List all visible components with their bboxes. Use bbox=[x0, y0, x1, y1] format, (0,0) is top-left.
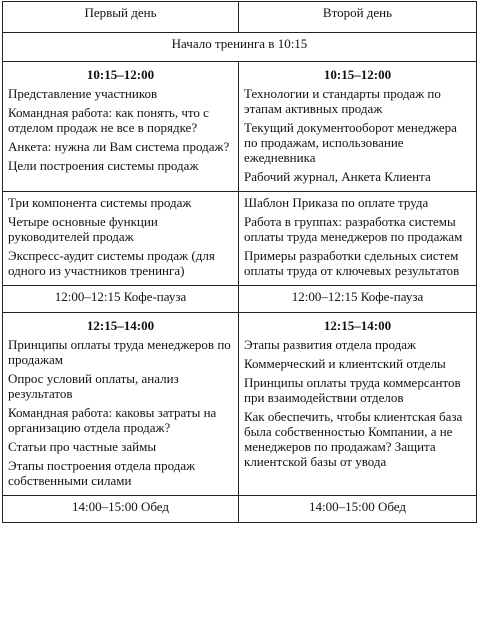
list-item: Представление участников bbox=[8, 86, 158, 101]
header-row bbox=[3, 2, 477, 33]
block3-day2-time: 12:15–14:00 bbox=[323, 318, 392, 333]
list-item: Анкета: нужна ли Вам система продаж? bbox=[8, 139, 230, 154]
list-item: Работа в группах: разработка системы оплаты труда менеджеров по продажам bbox=[244, 214, 463, 244]
block2-day2-cell bbox=[239, 192, 477, 286]
lunch-day2: 14:00–15:00 Обед bbox=[239, 496, 477, 523]
list-item: Цели построения системы продаж bbox=[8, 158, 199, 173]
list-item: Четыре основные функции руководителей продаж bbox=[8, 214, 158, 244]
block3-day1-cell bbox=[3, 313, 239, 496]
list-item: Принципы оплаты труда менеджеров по продажам bbox=[8, 337, 231, 367]
block1-day2-cell bbox=[239, 62, 477, 192]
list-item: Статьи про частные займы bbox=[8, 439, 157, 454]
lunch-day1: 14:00–15:00 Обед bbox=[3, 496, 239, 523]
block3-row bbox=[3, 313, 477, 496]
list-item: Командная работа: каковы затраты на организацию отдела продаж? bbox=[8, 405, 217, 435]
list-item: Опрос условий оплаты, анализ результатов bbox=[8, 371, 179, 401]
list-item: Примеры разработки сдельных систем оплаты труда от ключевых результатов bbox=[244, 248, 460, 278]
list-item: Как обеспечить, чтобы клиентская база была собственностью Компании, а не менеджеров по продажам? Защита клиентской базы от увода bbox=[244, 409, 463, 469]
coffee-break-row bbox=[3, 286, 477, 313]
list-item: Рабочий журнал, Анкета Клиента bbox=[244, 169, 431, 184]
block3-day2-cell bbox=[239, 313, 477, 496]
block1-day1-time: 10:15–12:00 bbox=[86, 67, 155, 82]
list-item: Текущий документооборот менеджера по продажам, использование ежедневника bbox=[244, 120, 457, 165]
block2-day1-cell bbox=[3, 192, 239, 286]
list-item: Шаблон Приказа по оплате труда bbox=[244, 195, 429, 210]
coffee-break-day1: 12:00–12:15 Кофе-пауза bbox=[3, 286, 239, 313]
list-item: Технологии и стандарты продаж по этапам активных продаж bbox=[244, 86, 441, 116]
list-item: Экспресс-аудит системы продаж (для одного из участников тренинга) bbox=[8, 248, 215, 278]
start-banner-row bbox=[3, 33, 477, 62]
list-item: Этапы построения отдела продаж собственными силами bbox=[8, 458, 196, 488]
list-item: Командная работа: как понять, что с отделом продаж не все в порядке? bbox=[8, 105, 209, 135]
start-banner: Начало тренинга в 10:15 bbox=[3, 33, 477, 62]
list-item: Три компонента системы продаж bbox=[8, 195, 192, 210]
block2-row bbox=[3, 192, 477, 286]
list-item: Этапы развития отдела продаж bbox=[244, 337, 417, 352]
block1-day1-cell bbox=[3, 62, 239, 192]
training-schedule-table bbox=[2, 1, 477, 523]
block1-row bbox=[3, 62, 477, 192]
lunch-row bbox=[3, 496, 477, 523]
list-item: Коммерческий и клиентский отделы bbox=[244, 356, 446, 371]
header-day2: Второй день bbox=[239, 2, 477, 33]
list-item: Принципы оплаты труда коммерсантов при взаимодействии отделов bbox=[244, 375, 461, 405]
block3-day1-time: 12:15–14:00 bbox=[86, 318, 155, 333]
coffee-break-day2: 12:00–12:15 Кофе-пауза bbox=[239, 286, 477, 313]
block1-day2-time: 10:15–12:00 bbox=[323, 67, 392, 82]
header-day1: Первый день bbox=[3, 2, 239, 33]
